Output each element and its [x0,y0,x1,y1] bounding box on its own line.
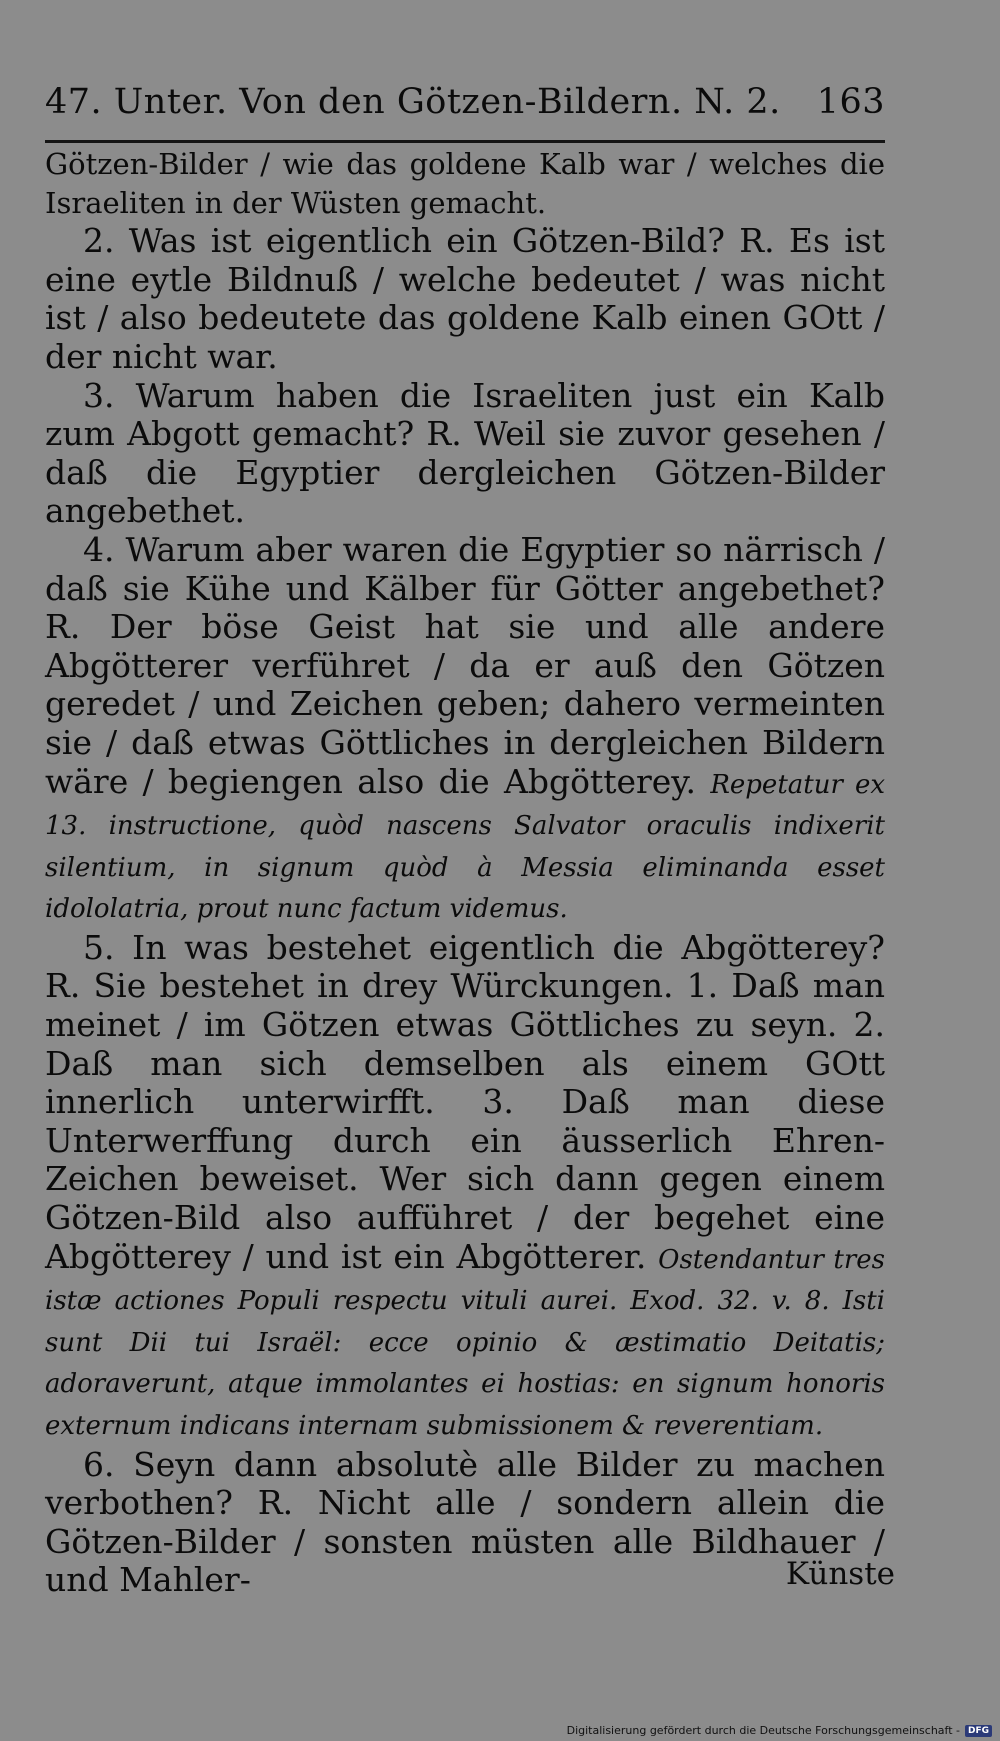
running-header [45,82,885,122]
paragraph-question-2 [45,222,885,376]
paragraph-text: Götzen-Bilder / wie das goldene Kalb war / welches die Israeliten in der Wüsten gemacht. [45,147,885,220]
paragraph-question-4 [45,531,885,929]
latin-note: Ostendantur tres istæ actiones Populi respectu vituli aurei. Exod. 32. v. 8. Isti sunt Dii tui Israël: ecce opinio & æstimatio Deitatis; adoraverunt, atque immolantes ei hostias: en signum honoris externum indicans internam submissionem & reverentiam. [45,1244,885,1441]
paragraph-text: 5. In was bestehet eigentlich die Abgötterey? R. Sie bestehet in drey Würckungen. 1. Daß man meinet / im Götzen etwas Göttliches zu seyn. 2. Daß man sich demselben als einem GOtt innerlich unterwirfft. 3. Daß man diese Unterwerffung durch ein äusserlich Ehren-Zeichen beweiset. Wer sich dann gegen einem Götzen-Bild also aufführet / der begehet eine Abgötterey / und ist ein Abgötterer. [45,927,885,1276]
digitization-footer [567,1724,992,1737]
catchword: Künste [785,1556,895,1592]
paragraph-question-6 [45,1446,885,1600]
paragraph-text: 3. Warum haben die Israeliten just ein Kalb zum Abgott gemacht? R. Weil sie zuvor gesehen / daß die Egyptier dergleichen Götzen-Bilder angebethet. [45,375,885,531]
paragraph-text: 2. Was ist eigentlich ein Götzen-Bild? R. Es ist eine eytle Bildnuß / welche bedeutet / was nicht ist / also bedeutete das goldene Kalb einen GOtt / der nicht war. [45,221,885,376]
latin-note: Repetatur ex 13. instructione, quòd nascens Salvator oraculis indixerit silentium, in signum quòd à Messia eliminanda esset idololatria, prout nunc factum videmus. [45,769,885,925]
paragraph-text: 6. Seyn dann absolutè alle Bilder zu machen verbothen? R. Nicht alle / sondern allein die Götzen-Bilder / sonsten müsten alle Bildhauer / und Mahler- [45,1444,885,1600]
paragraph-text: 4. Warum aber waren die Egyptier so närrisch / daß sie Kühe und Kälber für Götter angebethet? R. Der böse Geist hat sie und alle andere Abgötterer verführet / da er auß den Götzen geredet / und Zeichen geben; dahero vermeinten sie / daß etwas Göttliches in dergleichen Bildern wäre / begiengen also die Abgötterey. [45,529,885,801]
paragraph-continuation [45,145,885,222]
page-body [45,145,885,1600]
paragraph-question-5 [45,929,885,1446]
footer-credit: Digitalisierung gefördert durch die Deutsche Forschungsgemeinschaft - [566,1724,960,1737]
dfg-logo-icon: DFG [965,1725,992,1737]
paragraph-question-3 [45,377,885,531]
page-number: 163 [816,82,885,122]
header-rule [45,140,885,143]
header-title: 47. Unter. Von den Götzen-Bildern. N. 2. [45,82,781,122]
